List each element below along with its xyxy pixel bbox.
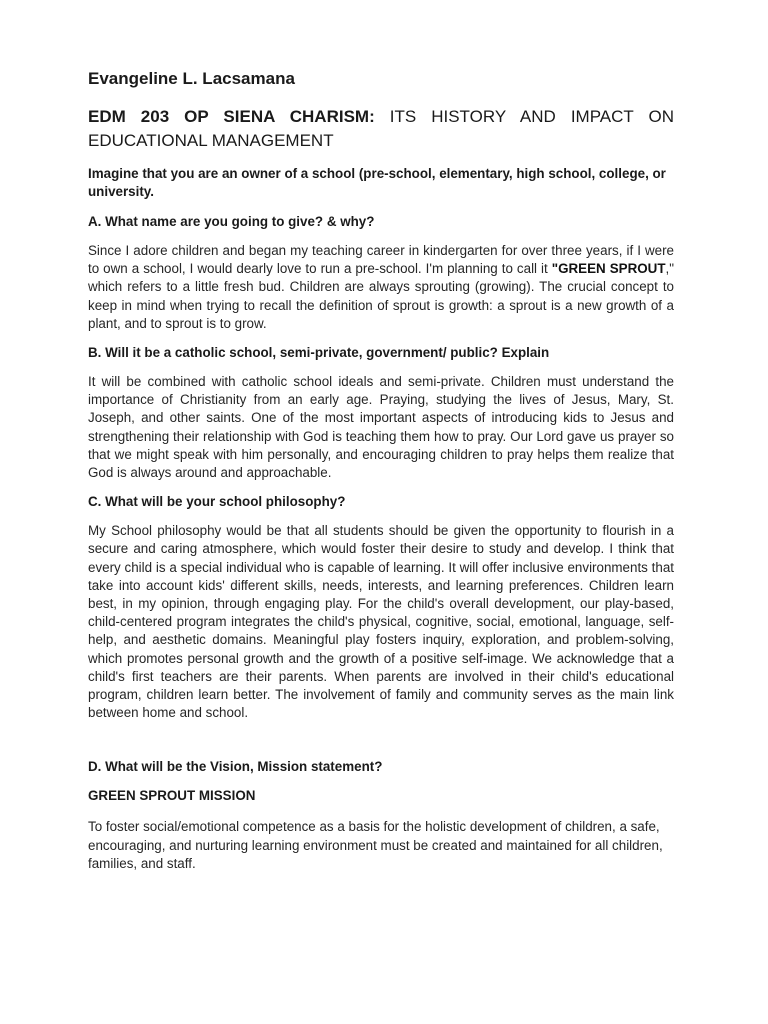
question-a: A. What name are you going to give? & why? [88, 214, 375, 229]
answer-a-text-2: ," which refers to a little fresh bud. Children are always sprouting (growing). The crucial concept to keep in mind when trying to recall the definition of sprout is growth: a sprout is a new growth of a plant, and to sprout is to grow. [88, 261, 674, 331]
answer-a [88, 242, 674, 333]
answer-b: It will be combined with catholic school ideals and semi-private. Children must understand the importance of Christianity from an early age. Praying, studying the lives of Jesus, Mary, St. Joseph, and other saints. One of the most important aspects of introducing kids to Jesus and strengthening their relationship with God is teaching them how to pray. Our Lord gave us prayer so that we might speak with him personally, and encouraging children to pray helps them realize that God is always around and approachable. [88, 374, 674, 481]
course-title-text: ITS HISTORY AND IMPACT ON EDUCATIONAL MANAGEMENT [88, 107, 674, 150]
answer-a-text-1: Since I adore children and began my teaching career in kindergarten for over three years, if I were to own a school, I would dearly love to run a pre-school. I'm planning to call it [88, 243, 674, 277]
section-spacer [88, 733, 674, 758]
answer-c: My School philosophy would be that all students should be given the opportunity to flourish in a secure and caring atmosphere, which would foster their desire to study and develop. I think that every child is a special individual who is capable of learning. It will offer inclusive environments that take into account kids' different skills, needs, interests, and learning preferences. Children learn best, in my opinion, through engaging play. For the child's overall development, our play-based, child-centered program integrates the child's physical, cognitive, social, emotional, language, self-help, and aesthetic domains. Meaningful play fosters inquiry, exploration, and problem-solving, which promotes personal growth and the growth of a positive self-image. We acknowledge that a child's first teachers are their parents. When parents are involved in their child's educational program, children learn better. The involvement of family and community serves as the main link between home and school. [88, 523, 674, 721]
assignment-prompt: Imagine that you are an owner of a school (pre-school, elementary, high school, college, or university. [88, 166, 666, 199]
school-name-highlight: "GREEN SPROUT [551, 261, 666, 277]
question-c: C. What will be your school philosophy? [88, 494, 346, 510]
author-name: Evangeline L. Lacsamana [88, 69, 295, 88]
mission-heading: GREEN SPROUT MISSION [88, 788, 256, 804]
course-title [88, 105, 674, 153]
course-code: EDM 203 OP SIENA CHARISM: [88, 107, 375, 126]
question-d: D. What will be the Vision, Mission statement? [88, 759, 383, 775]
mission-statement: To foster social/emotional competence as a basis for the holistic development of children, a safe, encouraging, and nurturing learning environment must be created and maintained for all children, families, and staff. [88, 819, 663, 871]
question-b: B. Will it be a catholic school, semi-private, government/ public? Explain [88, 345, 550, 361]
